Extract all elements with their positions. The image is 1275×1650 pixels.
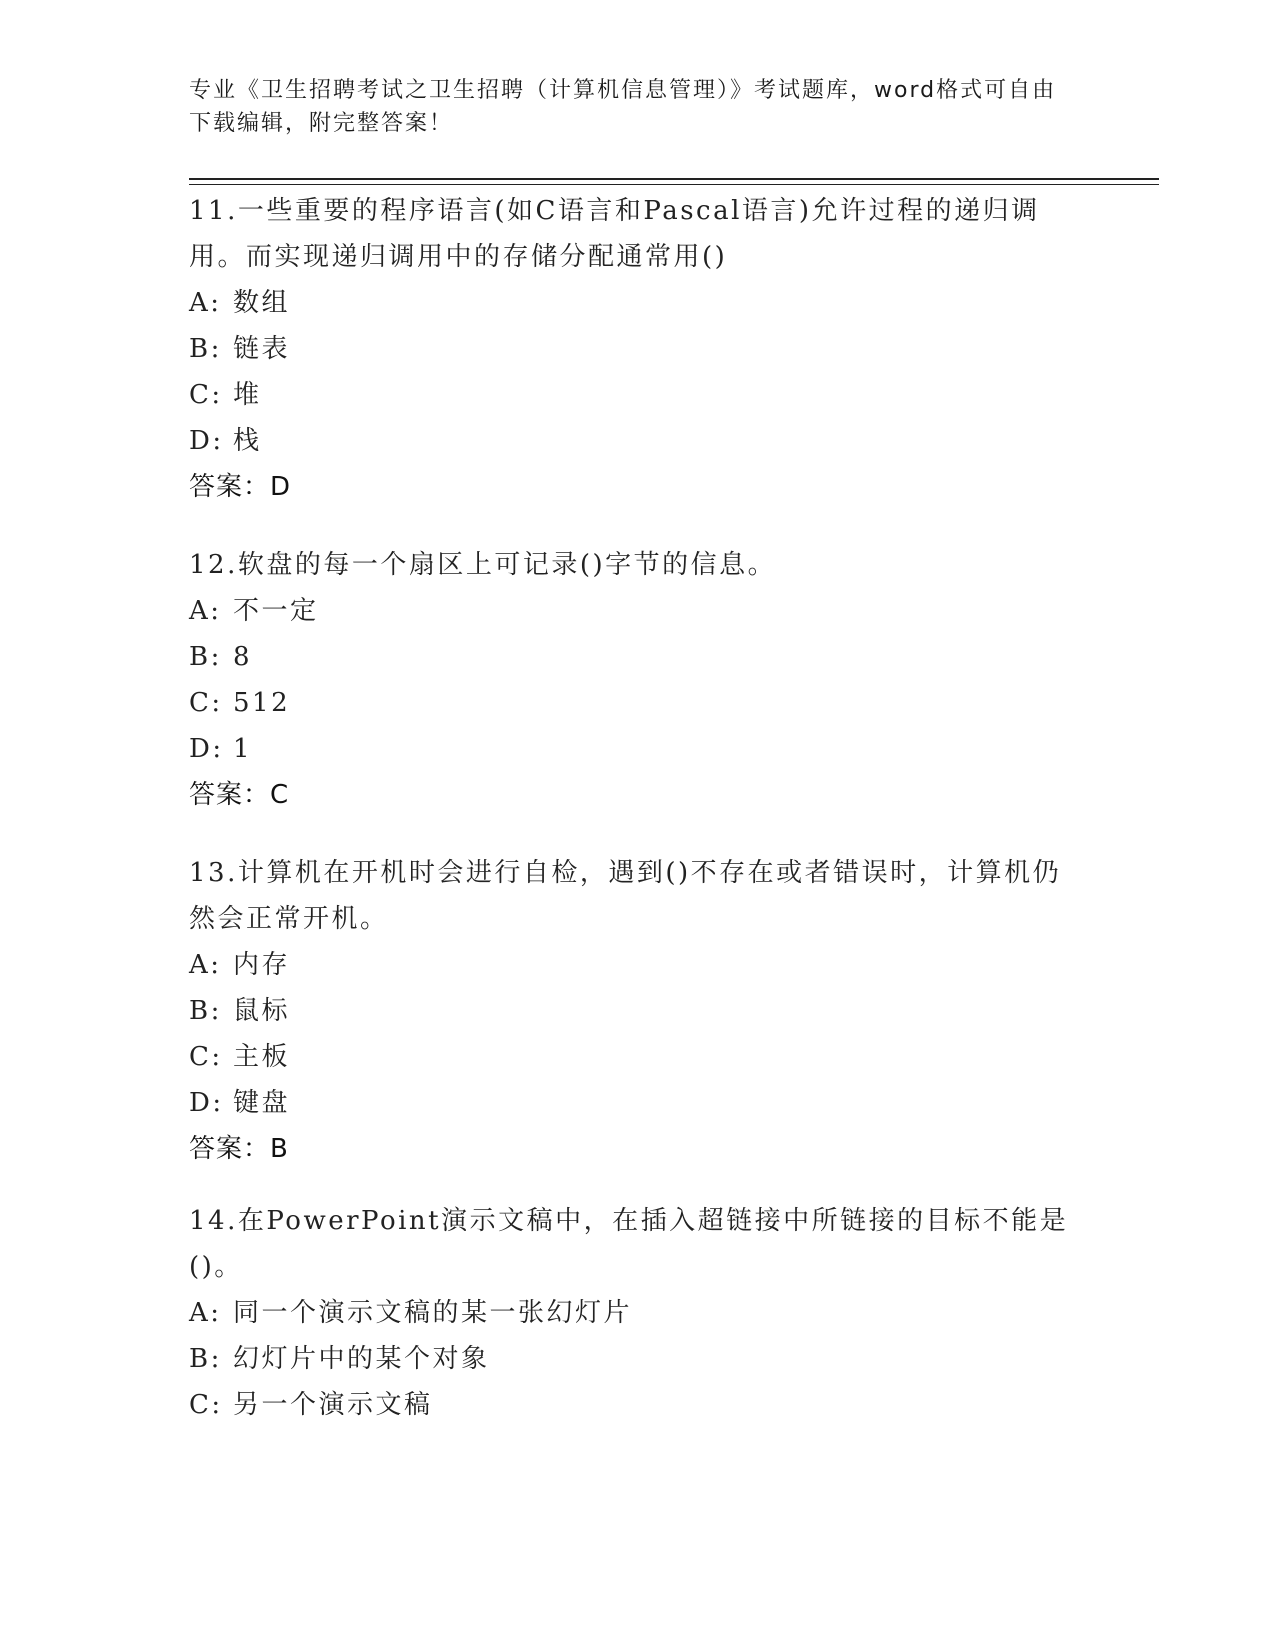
option-a [189,942,1089,988]
question-stem: 13.计算机在开机时会进行自检，遇到()不存在或者错误时，计算机仍然会正常开机。 [189,858,1062,934]
option-a [189,1290,1089,1336]
document-header: 专业《卫生招聘考试之卫生招聘（计算机信息管理）》考试题库，word格式可自由下载编辑，附完整答案！ [189,78,1057,136]
option-text: 主板 [233,1042,291,1072]
option-letter: D: [189,426,224,456]
option-d [189,418,1089,464]
option-letter: B: [189,1344,222,1374]
option-letter: A: [189,596,222,626]
option-c [189,680,1089,726]
option-b [189,326,1089,372]
option-text: 鼠标 [233,996,291,1026]
option-c [189,1034,1089,1080]
option-a [189,280,1089,326]
option-letter: D: [189,1088,224,1118]
option-text: 幻灯片中的某个对象 [233,1344,490,1374]
question-12 [189,542,1089,818]
header-rule-thick [189,178,1159,180]
option-letter: A: [189,1298,222,1328]
question-stem: 14.在PowerPoint演示文稿中，在插入超链接中所链接的目标不能是()。 [189,1206,1069,1282]
option-text: 1 [233,734,253,764]
option-letter: B: [189,642,222,672]
header-rule-thin [189,184,1159,185]
option-letter: C: [189,688,223,718]
option-text: 512 [233,688,291,718]
option-text: 数组 [233,288,291,318]
option-letter: C: [189,380,223,410]
option-d [189,1080,1089,1126]
option-text: 堆 [233,380,262,410]
option-a [189,588,1089,634]
option-text: 链表 [233,334,291,364]
option-text: 键盘 [233,1088,291,1118]
option-letter: B: [189,334,222,364]
option-c [189,1382,1089,1428]
option-text: 不一定 [233,596,319,626]
option-text: 内存 [233,950,291,980]
question-13 [189,850,1089,1172]
option-text: 栈 [233,426,262,456]
option-letter: A: [189,950,222,980]
question-stem: 12.软盘的每一个扇区上可记录()字节的信息。 [189,550,777,580]
option-letter: B: [189,996,222,1026]
option-text: 8 [233,642,253,672]
option-letter: C: [189,1042,223,1072]
question-stem: 11.一些重要的程序语言(如C语言和Pascal语言)允许过程的递归调用。而实现递归调用中的存储分配通常用() [189,196,1040,272]
option-c [189,372,1089,418]
answer-line: 答案：C [189,780,290,810]
option-text: 另一个演示文稿 [233,1390,433,1420]
question-14 [189,1198,1089,1428]
answer-line: 答案：D [189,472,292,502]
question-11 [189,188,1089,510]
option-b [189,988,1089,1034]
option-b [189,1336,1089,1382]
option-d [189,726,1089,772]
answer-line: 答案：B [189,1134,289,1164]
option-letter: C: [189,1390,223,1420]
option-letter: A: [189,288,222,318]
option-b [189,634,1089,680]
option-letter: D: [189,734,224,764]
option-text: 同一个演示文稿的某一张幻灯片 [233,1298,633,1328]
